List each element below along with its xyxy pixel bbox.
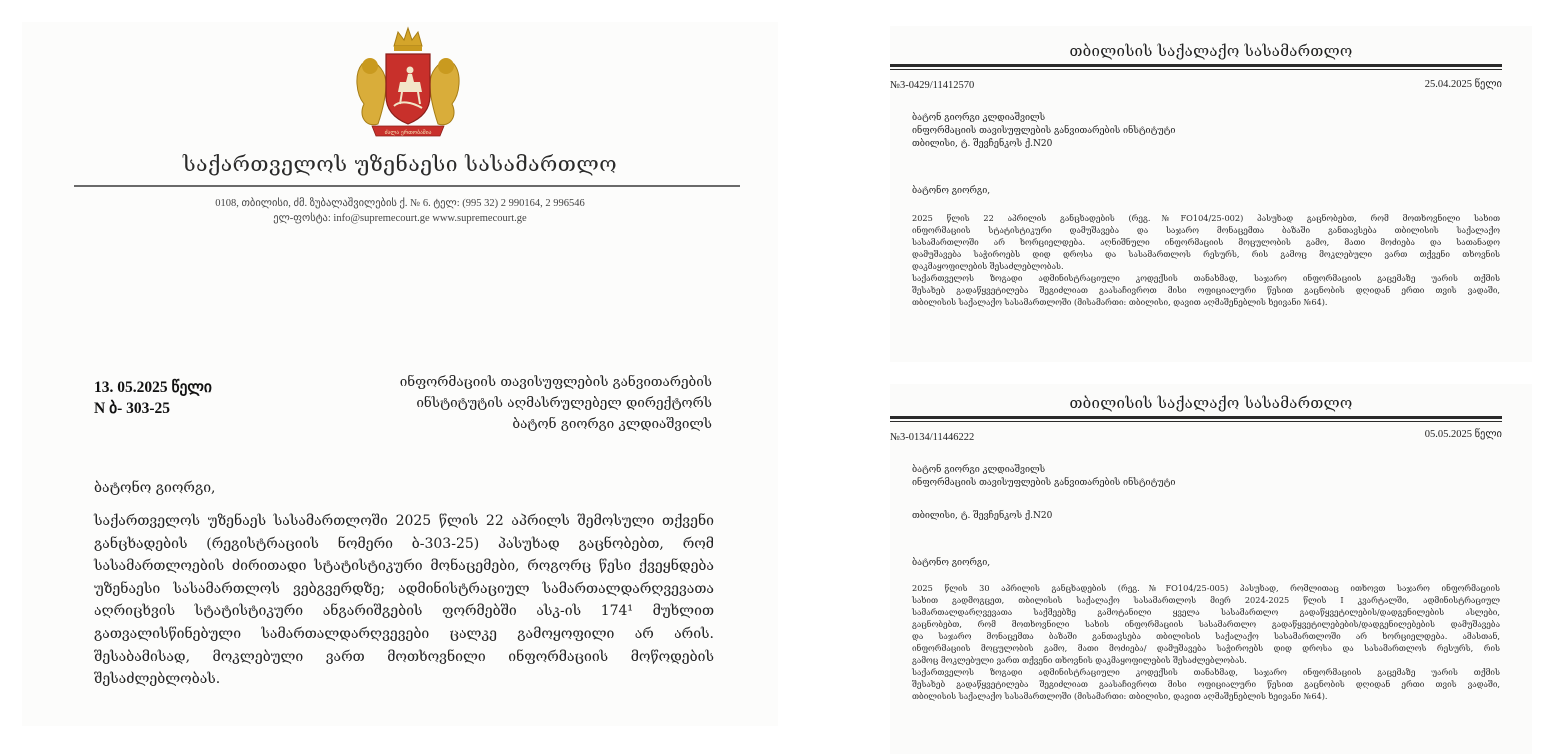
body-line: შესახებ გადაწყვეტილება შეგიძლიათ გაასაჩივროთ მისი ოფიციალური წესით გაცნობის დღიდან ერთი თვის ვადაში, [912,679,1500,689]
body-line: შესაბამისად, მოკლებული ვართ მოთხოვნილი ინფორმაციის მოწოდების [94,648,714,665]
addressee-city: თბილისი, ტ. შევჩენკოს ქ.N20 [912,511,1053,521]
addressee-block [912,112,1175,151]
body-line: სასამართლოების ძირითადი სტატისტიკური მონაცემები, როგორც წესი ქვეყნდება [94,558,714,575]
court-contact-block [22,196,778,226]
body-line: სახით გადმოგცეთ, თბილისის საქალაქო სასამართლოს მიერ 2024-2025 წლის I კვარტალში, ადმინისტრაციულ [912,595,1500,605]
body-line: ინფორმაციის მოცულობის გამო, მათი მოძიება/ დამუშავება საჭიროებს დიდ დროსა და სასამართლოს რესურს, რის [912,643,1500,653]
body-line: საქართველოს უზენაეს სასამართლოში 2025 წლის 22 აპრილს შემოსული თქვენი [94,513,714,529]
body-line: შესაძლებლობას. [94,671,221,688]
body-line: საქართველოს ზოგადი ადმინისტრაციული კოდექსის თანახმად, საჯარო ინფორმაციის გაცემაზე უარის თქმის [912,667,1500,677]
supreme-court-name: საქართველოს უზენაესი სასამართლო [182,152,618,176]
letter-date: 25.04.2025 წელი [1424,79,1502,90]
body-line: თბილისის საქალაქო სასამართლოში (მისამართი: თბილისი, დავით აღმაშენებლის ხეივანი №64). [912,691,1328,701]
city-court-letter-2 [890,384,1532,754]
body-line: სამართალდარღვევათა საქმეებზე გამოტანილი ყველა სასამართლო გადაწყვეტილების/დადგენილების ასლები, [912,607,1500,617]
letter-body [912,582,1500,702]
body-line: სასამართლოში არ ხორციელდება. აღნიშნული ინფორმაციის მოცულობის გამო, მათი მოძიება და სათანადო [912,237,1500,247]
registration-number: №3-0429/11412570 [890,80,975,91]
letter-body [94,510,714,691]
letter-body [912,212,1500,308]
header-divider-thick [890,64,1502,67]
body-line: და საჯარო მონაცემთა ბაზაში განთავსება თბილისის საქალაქო სასამართლოში არ ხორციელდება. ამასთან, [912,631,1500,641]
salutation: ბატონო გიორგი, [912,558,991,568]
body-line: დამუშავება საჭიროებს დიდ დროსა და სასამართლოს რესურს, რის გამოც მოკლებული ვართ თქვენი თხოვნის [912,249,1500,259]
court-email-website: ელ-ფოსტა: info@supremecourt.ge www.supremecourt.ge [273,213,527,224]
letter-date: 13. 05.2025 წელი [94,379,212,396]
letter-number: N ბ- 303-25 [94,400,171,417]
body-line: ინფორმაციის სტატისტიკური დამუშავება და საჯარო მონაცემთა ბაზაში განთავსება თბილისის საქალაქო [912,225,1500,235]
svg-text:ძალა ერთობაშია: ძალა ერთობაშია [384,130,432,136]
body-line: დაკმაყოფილების შესაძლებლობას. [912,261,1064,271]
recipient-line: ინსტიტუტის აღმასრულებელ დირექტორს [416,395,712,411]
header-divider-thin [890,421,1502,422]
recipient-line: ინფორმაციის თავისუფლების განვითარების [399,374,712,390]
header-divider-thin [890,69,1502,70]
header-divider-thick [890,416,1502,419]
georgia-coat-of-arms-emblem [342,24,474,144]
addressee-line: ბატონ გიორგი კლდიაშვილს [912,465,1046,475]
recipient-block [312,372,712,435]
body-line: 2025 წლის 30 აპრილის განცხადების (რეგ.№FO104/25-005) პასუხად, რომლითაც ითხოვთ საჯარო ინფორმაციის [912,583,1500,593]
body-line: გათვალისწინებული სამართალდარღვევები ცალკე გამოყოფილი არ არის. [94,625,714,642]
body-line: თბილისის საქალაქო სასამართლოში (მისამართი: თბილისი, დავით აღმაშენებლის ხეივანი №64). [912,297,1328,307]
letter-date-number [94,377,212,419]
body-line: გამოც მოკლებული ვართ თქვენი თხოვნის დაკმაყოფილების შესაძლებლობას. [912,655,1247,665]
body-line: 2025 წლის 22 აპრილის განცხადების (რეგ.№FO104/25-002) პასუხად გაცნობებთ, რომ მოთხოვნილი სახით [912,213,1500,223]
salutation: ბატონო გიორგი, [94,480,216,496]
addressee-line: ინფორმაციის თავისუფლების განვითარების ინსტიტუტი [912,478,1176,488]
body-line: საქართველოს ზოგადი ადმინისტრაციული კოდექსის თანახმად, საჯარო ინფორმაციის გაცემაზე უარის თქმის [912,273,1500,283]
body-line: უზენაესი სასამართლოს ვებგვერდზე; ადმინისტრაციულ სამართალდარღვევათა [94,580,714,597]
addressee-block [912,464,1175,490]
body-line: შესახებ გადაწყვეტილება შეგიძლიათ გაასაჩივროთ მისი ოფიციალური წესით გაცნობის დღიდან ერთი თვის ვადაში, [912,285,1500,295]
header-divider [74,185,740,187]
addressee-line: თბილისი, ტ. შევჩენკოს ქ.N20 [912,139,1053,149]
recipient-line: ბატონ გიორგი კლდიაშვილს [512,416,712,432]
city-court-name: თბილისის საქალაქო სასამართლო [1069,42,1353,60]
court-address: 0108, თბილისი, ძმ. ზუბალაშვილების ქ. № 6. ტელ: (995 32) 2 990164, 2 996546 [215,198,585,209]
salutation: ბატონო გიორგი, [912,186,991,196]
city-court-letter-1 [890,26,1532,362]
city-court-name: თბილისის საქალაქო სასამართლო [1069,394,1353,412]
supreme-court-letter [22,22,778,726]
addressee-line: ინფორმაციის თავისუფლების განვითარების ინსტიტუტი [912,126,1176,136]
body-line: გაცნობებთ, რომ მოთხოვნილი სახის ინფორმაციის სასამართლო გადაწყვეტილებების/დადგენილებების დამუშავება [912,619,1500,629]
body-line: აღრიცხვის სტატისტიკური ანგარიშგების ფორმებში ასკ-ის 174¹ მუხლით [94,603,714,620]
body-line: განცხადების (რეგისტრაციის ნომერი ბ-303-25) პასუხად გაცნობებთ, რომ [94,535,714,552]
addressee-line: ბატონ გიორგი კლდიაშვილს [912,113,1046,123]
registration-number: №3-0134/11446222 [890,432,975,443]
letter-date: 05.05.2025 წელი [1424,429,1502,440]
